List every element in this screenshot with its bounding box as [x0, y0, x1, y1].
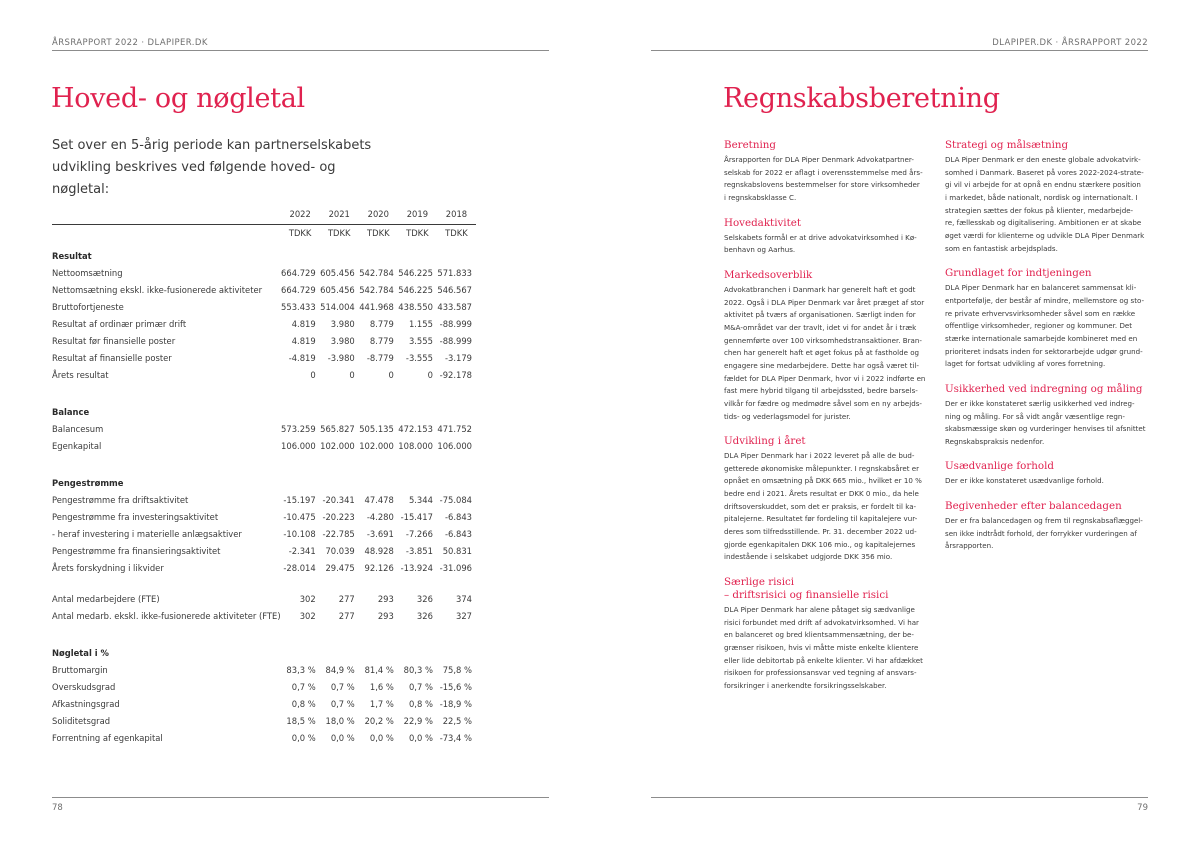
row-value: -10.108: [283, 528, 316, 539]
row-value: 0: [310, 369, 316, 380]
section-heading: Nøgletal i %: [52, 647, 109, 658]
row-value: 48.928: [364, 545, 394, 556]
row-value: 29.475: [325, 562, 355, 573]
row-value: 374: [456, 593, 472, 604]
row-value: 0,7 %: [330, 698, 355, 709]
row-value: 8.779: [369, 318, 394, 329]
table-body: [52, 241, 476, 746]
table-row: [52, 590, 476, 607]
page-number: 79: [1137, 803, 1148, 813]
row-label: Bruttomargin: [52, 664, 108, 675]
unit-header: TDKK: [320, 225, 359, 242]
right-page: [600, 0, 1200, 849]
row-value: 553.433: [281, 301, 316, 312]
row-value: 327: [456, 610, 472, 621]
row-value: -15.417: [400, 511, 433, 522]
section-heading: Udvikling i året: [724, 435, 806, 448]
table-row: [52, 542, 476, 559]
section-heading: Pengestrømme: [52, 477, 124, 488]
table-row: [52, 729, 476, 746]
row-value: 433.587: [437, 301, 472, 312]
spacer-cell: [52, 576, 476, 590]
unit-header: TDKK: [437, 225, 476, 242]
year-header: 2020: [367, 209, 389, 219]
row-label: Egenkapital: [52, 440, 102, 451]
page-number: 78: [52, 803, 63, 813]
table-row: [52, 349, 476, 366]
row-value: -6.843: [445, 528, 472, 539]
row-value: 0,7 %: [408, 681, 433, 692]
top-rule: [52, 50, 549, 51]
row-value: 92.126: [364, 562, 394, 573]
row-value: 514.004: [320, 301, 355, 312]
table-row: [52, 695, 476, 712]
row-value: 664.729: [281, 267, 316, 278]
row-label: Resultat af ordinær primær drift: [52, 318, 187, 329]
row-value: 50.831: [442, 545, 472, 556]
row-value: 0,7 %: [291, 681, 316, 692]
unit-header: TDKK: [359, 225, 398, 242]
intro-text: Set over en 5-årig periode kan partnerselskabets udvikling beskrives ved følgende hoved- og nøgletal:: [52, 138, 372, 197]
row-value: 3.980: [330, 318, 355, 329]
table-row: [52, 298, 476, 315]
section-heading: Usikkerhed ved indregning og måling: [945, 382, 1143, 395]
spacer-cell: [52, 383, 476, 397]
row-value: 546.225: [398, 267, 433, 278]
bottom-rule: [651, 797, 1148, 798]
row-value: 18,0 %: [325, 715, 355, 726]
row-value: -8.779: [366, 352, 394, 363]
section-heading: Resultat: [52, 250, 92, 261]
row-label: Resultat før finansielle poster: [52, 335, 176, 346]
section-body: Der er fra balancedagen og frem til regnskabsaflæggel- sen ikke indtrådt forhold, der forrykker vurderingen af årsrapporten.: [945, 516, 1143, 551]
row-value: -20.223: [322, 511, 355, 522]
row-value: 0,0 %: [291, 732, 316, 743]
unit-header: TDKK: [281, 225, 320, 242]
row-value: 0,8 %: [408, 698, 433, 709]
table-row: [52, 607, 476, 624]
row-value: -3.555: [405, 352, 433, 363]
table-row: [52, 678, 476, 695]
section-heading-row: [52, 241, 476, 264]
section-heading: Hovedaktivitet: [724, 216, 801, 229]
row-label: Overskudsgrad: [52, 681, 116, 692]
page-title: Regnskabsberetning: [723, 83, 1000, 114]
spacer-row: [52, 454, 476, 468]
row-value: -4.280: [366, 511, 394, 522]
section-heading-line: Særlige risici: [724, 576, 795, 589]
row-value: 106.000: [281, 440, 316, 451]
section-heading: Markedsoverblik: [724, 268, 813, 281]
row-value: -7.266: [405, 528, 433, 539]
row-value: -2.341: [288, 545, 316, 556]
table-row: [52, 315, 476, 332]
row-value: 277: [338, 610, 355, 621]
row-value: 565.827: [320, 423, 355, 434]
row-label: Balancesum: [52, 423, 104, 434]
row-value: -3.851: [405, 545, 433, 556]
row-value: -92.178: [439, 369, 472, 380]
bottom-rule: [52, 797, 549, 798]
row-value: 293: [377, 593, 394, 604]
row-value: -10.475: [283, 511, 316, 522]
row-value: -4.819: [288, 352, 316, 363]
row-value: 571.833: [437, 267, 472, 278]
section-heading-row: [52, 638, 476, 661]
row-value: 3.980: [330, 335, 355, 346]
row-value: 1,6 %: [369, 681, 394, 692]
row-label: Bruttofortjeneste: [52, 301, 124, 312]
table-row: [52, 559, 476, 576]
row-label: Antal medarb. ekskl. ikke-fusionerede aktiviteter (FTE): [52, 610, 281, 621]
text-column-right: [945, 139, 1175, 565]
section-heading: Beretning: [724, 139, 776, 151]
table-row: [52, 491, 476, 508]
text-column-left: [724, 139, 954, 705]
row-label: - heraf investering i materielle anlægsaktiver: [52, 528, 242, 539]
table-row: [52, 712, 476, 729]
section-body: DLA Piper Denmark er den eneste globale advokatvirk- somhed i Danmark. Baseret på vores 2022-2024-strate- gi vil vi arbejde for at opnå en endnu stærkere position i markedet, både nationalt, nordisk og internationalt. I strategien sættes der fokus på klienter, medarbejde- re, fællesskab og digitalisering. Ambitionen er at skabe øget værdi for klienterne og udvikle DLA Piper Denmark som en fantastisk arbejdsplads.: [945, 155, 1145, 253]
row-value: 0,0 %: [330, 732, 355, 743]
table-row: [52, 661, 476, 678]
section-body: Der er ikke konstateret særlig usikkerhed ved indreg- ning og måling. For så vidt angår væsentlige regn- skabsmæssige skøn og vurderinger henvises til afsnittet Regnskabspraksis nedenfor.: [945, 398, 1146, 446]
row-value: 277: [338, 593, 355, 604]
section-heading: Grundlaget for indtjeningen: [945, 267, 1092, 280]
row-value: 293: [377, 610, 394, 621]
row-value: -6.843: [445, 511, 472, 522]
row-value: 302: [299, 593, 316, 604]
spacer-row: [52, 383, 476, 397]
section-heading-row: [52, 397, 476, 420]
row-value: -75.084: [439, 494, 472, 505]
year-header: 2022: [289, 209, 311, 219]
row-label: Pengestrømme fra finansieringsaktivitet: [52, 545, 221, 556]
year-header: 2021: [328, 209, 350, 219]
row-value: 0,7 %: [330, 681, 355, 692]
row-value: -88.999: [439, 335, 472, 346]
page-title: Hoved- og nøgletal: [51, 83, 305, 114]
row-value: 441.968: [359, 301, 394, 312]
spacer-cell: [52, 454, 476, 468]
row-value: -15,6 %: [439, 681, 472, 692]
row-value: -88.999: [439, 318, 472, 329]
table-row: [52, 264, 476, 281]
top-rule: [651, 50, 1148, 51]
table-row: [52, 366, 476, 383]
row-value: -3.179: [445, 352, 472, 363]
row-value: -13.924: [400, 562, 433, 573]
spacer-row: [52, 624, 476, 638]
table-header-label-cell: [52, 225, 281, 242]
row-value: 605.456: [320, 267, 355, 278]
spacer-cell: [52, 624, 476, 638]
row-value: 3.555: [408, 335, 433, 346]
row-value: 0: [388, 369, 394, 380]
row-value: 546.567: [437, 284, 472, 295]
row-value: 0,0 %: [369, 732, 394, 743]
row-value: 326: [416, 593, 433, 604]
table-row: [52, 420, 476, 437]
row-value: -31.096: [439, 562, 472, 573]
row-value: 80,3 %: [403, 664, 433, 675]
row-value: 22,5 %: [442, 715, 472, 726]
row-value: -3.980: [327, 352, 355, 363]
row-value: 438.550: [398, 301, 433, 312]
section-body: Årsrapporten for DLA Piper Denmark Advokatpartner- selskab for 2022 er aflagt i overensstemmelse med års- regnskabslovens bestemmelser for store virksomheder i regnskabsklasse C.: [724, 155, 923, 202]
row-value: 106.000: [437, 440, 472, 451]
row-value: 542.784: [359, 267, 394, 278]
row-value: -3.691: [366, 528, 394, 539]
row-value: 75,8 %: [442, 664, 472, 675]
table-header-label-cell: [52, 204, 281, 225]
row-value: 1,7 %: [369, 698, 394, 709]
section-heading-row: [52, 468, 476, 491]
section-body: Der er ikke konstateret usædvanlige forhold.: [945, 476, 1104, 486]
section-heading: Begivenheder efter balancedagen: [945, 500, 1122, 513]
row-value: -73,4 %: [439, 732, 472, 743]
row-value: 326: [416, 610, 433, 621]
section-body: DLA Piper Denmark har alene påtaget sig sædvanlige risici forbundet med drift af advokatvirksomhed. Vi har en balanceret og bred klientsammensætning, der be- grænser risikoen, hvis vi måtte miste enkelte klientere eller lide debitortab på enkelte klienter. Vi har afdækket risikoen for professionsansvar ved tegning af ansvars- forsikringer i anerkendte forsikringsselskaber.: [724, 605, 923, 690]
row-value: 70.039: [325, 545, 355, 556]
row-value: -22.785: [322, 528, 355, 539]
table-row: [52, 437, 476, 454]
row-label: Nettoomsætning: [52, 267, 123, 278]
row-value: -15.197: [283, 494, 316, 505]
section-heading-line: – driftsrisici og finansielle risici: [724, 589, 889, 602]
row-value: 0: [427, 369, 433, 380]
section-body: DLA Piper Denmark har i 2022 leveret på alle de bud- getterede økonomiske målepunkter. I regnskabsåret er opnået en omsætning på DKK 665 mio., hvilket er 10 % bedre end i 2021. Årets resultat er DKK 0 mio., da hele driftsoverskuddet, som det er praksis, er fordelt til ka- pitalejerne. Resultatet før fordeling til kapitalejere vur- deres som tilfredsstillende. Pr. 31. december 2022 ud- gjorde egenkapitalen DKK 106 mio., og kapitalejernes indestående i selskabet udgjorde DKK 356 mio.: [724, 451, 922, 562]
row-value: 4.819: [291, 318, 316, 329]
section-heading: Strategi og målsætning: [945, 139, 1069, 151]
table-year-header-row: [52, 204, 476, 225]
row-label: Forrentning af egenkapital: [52, 732, 163, 743]
row-value: 84,9 %: [325, 664, 355, 675]
row-label: Pengestrømme fra driftsaktivitet: [52, 494, 189, 505]
row-value: 5.344: [408, 494, 433, 505]
section-heading: Usædvanlige forhold: [945, 460, 1055, 473]
row-value: 471.752: [437, 423, 472, 434]
section-heading: Balance: [52, 406, 90, 417]
running-head: ÅRSRAPPORT 2022 · DLAPIPER.DK: [52, 38, 208, 48]
row-value: 83,3 %: [286, 664, 316, 675]
table-row: [52, 281, 476, 298]
row-value: 81,4 %: [364, 664, 394, 675]
row-label: Soliditetsgrad: [52, 715, 111, 726]
row-value: 1.155: [408, 318, 433, 329]
table-unit-header-row: [52, 225, 476, 242]
row-label: Årets resultat: [52, 369, 109, 380]
row-label: Nettomsætning ekskl. ikke-fusionerede aktiviteter: [52, 284, 263, 295]
table-row: [52, 332, 476, 349]
row-value: 0: [349, 369, 355, 380]
key-figures-table: [52, 204, 476, 746]
section-body: Selskabets formål er at drive advokatvirksomhed i Kø- benhavn og Aarhus.: [724, 232, 917, 255]
row-value: 573.259: [281, 423, 316, 434]
row-value: 542.784: [359, 284, 394, 295]
spacer-row: [52, 576, 476, 590]
row-value: 4.819: [291, 335, 316, 346]
row-value: 505.135: [359, 423, 394, 434]
row-value: 0,0 %: [408, 732, 433, 743]
section-body: DLA Piper Denmark har en balanceret sammensat kli- entportefølje, der består af mindre, mellemstore og sto- re private erhvervsvirksomheder såvel som en række offentlige virksomheder, regioner og kommuner. Det stærke internationale samarbejde kombineret med en prioriteret indsats inden for sektorarbejde udgør grund- laget for fortsat udvikling af vores forretning.: [945, 283, 1145, 369]
running-head: DLAPIPER.DK · ÅRSRAPPORT 2022: [992, 38, 1148, 48]
row-value: 302: [299, 610, 316, 621]
row-value: 8.779: [369, 335, 394, 346]
row-value: -20.341: [322, 494, 355, 505]
row-label: Afkastningsgrad: [52, 698, 120, 709]
row-value: 546.225: [398, 284, 433, 295]
row-label: Årets forskydning i likvider: [52, 562, 164, 573]
unit-header: TDKK: [398, 225, 437, 242]
row-value: 102.000: [359, 440, 394, 451]
year-header: 2019: [406, 209, 429, 219]
year-header: 2018: [445, 209, 468, 219]
row-value: 472.153: [398, 423, 433, 434]
row-value: 0,8 %: [291, 698, 316, 709]
section-body: Advokatbranchen i Danmark har generelt haft et godt 2022. Også i DLA Piper Denmark var året præget af stor aktivitet på tværs af organisationen. Særligt inden for M&A-området var der travlt, idet vi for andet år i træk gennemførte over 100 virksomhedstransaktioner. Bran- chen har generelt haft et øget fokus på at fastholde og engagere sine medarbejdere. Dette har også været til- fældet for DLA Piper Denmark, hvor vi i 2022 indførte en fast mere hybrid tilgang til arbejdssted, bedre barsels- vilkår for fædre og medmødre såvel som en ny arbejds- tids- og vederlagsmodel for jurister.: [724, 284, 926, 421]
row-value: 664.729: [281, 284, 316, 295]
row-label: Antal medarbejdere (FTE): [52, 593, 160, 604]
table-row: [52, 525, 476, 542]
table-row: [52, 508, 476, 525]
row-value: 108.000: [398, 440, 433, 451]
row-value: 605.456: [320, 284, 355, 295]
row-value: 18,5 %: [286, 715, 316, 726]
section-heading: [724, 576, 954, 602]
row-value: 22,9 %: [403, 715, 433, 726]
row-value: -18,9 %: [439, 698, 472, 709]
row-label: Resultat af finansielle poster: [52, 352, 172, 363]
row-value: 47.478: [364, 494, 394, 505]
row-value: 102.000: [320, 440, 355, 451]
row-value: 20,2 %: [364, 715, 394, 726]
row-value: -28.014: [283, 562, 316, 573]
row-label: Pengestrømme fra investeringsaktivitet: [52, 511, 219, 522]
